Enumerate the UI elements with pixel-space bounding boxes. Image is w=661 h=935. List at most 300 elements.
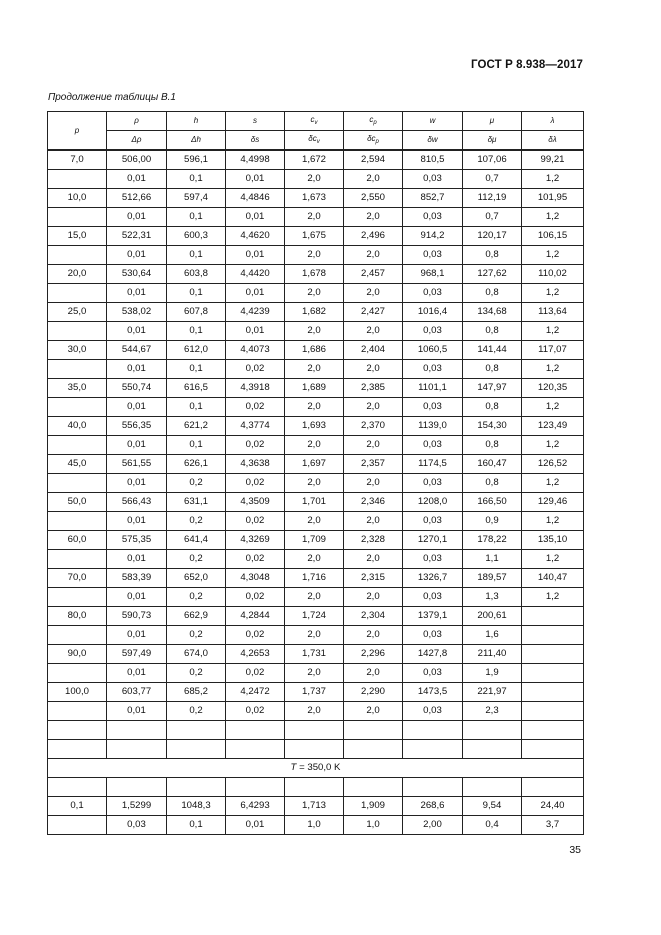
uncertainty-cell: 3,7: [522, 816, 584, 835]
uncertainty-cell: 2,0: [344, 436, 403, 455]
header-h: h: [167, 112, 226, 131]
value-cell: 1270,1: [403, 531, 463, 550]
table-row: [48, 341, 584, 360]
uncertainty-cell: 0,8: [463, 284, 522, 303]
value-cell: 1,724: [285, 607, 344, 626]
uncertainty-cell: 0,03: [403, 322, 463, 341]
value-cell: 2,346: [344, 493, 403, 512]
header-row-symbols: [48, 112, 584, 131]
pressure-cell-empty: [48, 702, 107, 721]
value-cell: 600,3: [167, 227, 226, 246]
empty-cell: [463, 721, 522, 740]
value-cell: 106,15: [522, 227, 584, 246]
value-cell: 4,3774: [226, 417, 285, 436]
header-delta-s: δs: [226, 131, 285, 151]
value-cell: 1326,7: [403, 569, 463, 588]
uncertainty-cell: 2,0: [285, 626, 344, 645]
value-cell: 1,909: [344, 797, 403, 816]
header-delta-h: Δh: [167, 131, 226, 151]
uncertainty-row: [48, 512, 584, 531]
value-cell: 4,4420: [226, 265, 285, 284]
value-cell: 1,701: [285, 493, 344, 512]
value-cell: 129,46: [522, 493, 584, 512]
header-delta-cv: $\delta c_v$: [285, 131, 344, 151]
uncertainty-cell: 1,2: [522, 398, 584, 417]
value-cell: 597,49: [107, 645, 167, 664]
uncertainty-cell: 2,0: [344, 512, 403, 531]
uncertainty-cell: 0,1: [167, 170, 226, 189]
uncertainty-cell: 2,0: [344, 550, 403, 569]
table-row: [48, 607, 584, 626]
value-cell: 178,22: [463, 531, 522, 550]
value-cell: 631,1: [167, 493, 226, 512]
pressure-cell-empty: [48, 550, 107, 569]
value-cell: 166,50: [463, 493, 522, 512]
uncertainty-cell: 0,03: [403, 360, 463, 379]
header-cv: $c_v$: [285, 112, 344, 131]
uncertainty-cell: 2,0: [344, 474, 403, 493]
header-p: p: [48, 112, 107, 151]
uncertainty-cell: 0,01: [107, 208, 167, 227]
value-cell: 2,370: [344, 417, 403, 436]
uncertainty-cell: 2,3: [463, 702, 522, 721]
header-lambda: λ: [522, 112, 584, 131]
value-cell: 4,3269: [226, 531, 285, 550]
uncertainty-cell: 0,02: [226, 436, 285, 455]
table-row: [48, 493, 584, 512]
uncertainty-cell: 2,0: [285, 284, 344, 303]
uncertainty-cell: 0,1: [167, 246, 226, 265]
uncertainty-cell: 0,8: [463, 322, 522, 341]
uncertainty-cell: 0,03: [403, 208, 463, 227]
uncertainty-cell: 2,0: [285, 208, 344, 227]
uncertainty-cell: 2,0: [285, 398, 344, 417]
uncertainty-cell: 2,0: [285, 702, 344, 721]
uncertainty-cell: 1,6: [463, 626, 522, 645]
value-cell: 662,9: [167, 607, 226, 626]
value-cell: 621,2: [167, 417, 226, 436]
value-cell: 550,74: [107, 379, 167, 398]
uncertainty-cell: 2,0: [344, 284, 403, 303]
pressure-cell-empty: [48, 208, 107, 227]
uncertainty-cell: 0,03: [403, 626, 463, 645]
value-cell: 120,17: [463, 227, 522, 246]
value-cell: 4,4846: [226, 189, 285, 208]
value-cell: 522,31: [107, 227, 167, 246]
uncertainty-row: [48, 284, 584, 303]
uncertainty-cell: 0,01: [107, 550, 167, 569]
empty-cell: [226, 778, 285, 797]
uncertainty-cell: 2,0: [285, 322, 344, 341]
empty-cell: [463, 778, 522, 797]
value-cell: 2,404: [344, 341, 403, 360]
value-cell: 123,49: [522, 417, 584, 436]
header-delta-w: δw: [403, 131, 463, 151]
pressure-cell: 20,0: [48, 265, 107, 284]
uncertainty-cell: 2,0: [285, 664, 344, 683]
value-cell: 1174,5: [403, 455, 463, 474]
uncertainty-row: [48, 360, 584, 379]
value-cell: 1,678: [285, 265, 344, 284]
uncertainty-cell: 2,0: [344, 322, 403, 341]
pressure-cell-empty: [48, 246, 107, 265]
value-cell: 1,737: [285, 683, 344, 702]
value-cell: 135,10: [522, 531, 584, 550]
value-cell: 2,385: [344, 379, 403, 398]
value-cell: 107,06: [463, 150, 522, 170]
empty-row: [48, 778, 584, 797]
uncertainty-cell: 0,03: [403, 512, 463, 531]
uncertainty-cell: 0,03: [107, 816, 167, 835]
uncertainty-cell: 0,01: [107, 170, 167, 189]
header-delta-rho: Δρ: [107, 131, 167, 151]
pressure-cell-empty: [48, 398, 107, 417]
uncertainty-cell: 0,01: [107, 322, 167, 341]
uncertainty-row: [48, 398, 584, 417]
uncertainty-cell: 0,2: [167, 474, 226, 493]
value-cell: 512,66: [107, 189, 167, 208]
uncertainty-cell: 1,1: [463, 550, 522, 569]
uncertainty-cell: 0,2: [167, 702, 226, 721]
uncertainty-cell: 1,2: [522, 246, 584, 265]
empty-cell: [344, 721, 403, 740]
table-row: [48, 569, 584, 588]
pressure-cell: 100,0: [48, 683, 107, 702]
header-s: s: [226, 112, 285, 131]
uncertainty-cell: [522, 664, 584, 683]
empty-cell: [48, 778, 107, 797]
uncertainty-row: [48, 208, 584, 227]
empty-cell: [522, 740, 584, 759]
empty-cell: [403, 740, 463, 759]
value-cell: 1,731: [285, 645, 344, 664]
uncertainty-cell: 0,2: [167, 512, 226, 531]
value-cell: 4,3638: [226, 455, 285, 474]
uncertainty-row: [48, 626, 584, 645]
uncertainty-cell: 2,0: [344, 588, 403, 607]
value-cell: 99,21: [522, 150, 584, 170]
uncertainty-cell: 0,03: [403, 170, 463, 189]
value-cell: 154,30: [463, 417, 522, 436]
uncertainty-row: [48, 246, 584, 265]
value-cell: 1,713: [285, 797, 344, 816]
pressure-cell: 50,0: [48, 493, 107, 512]
value-cell: 4,4998: [226, 150, 285, 170]
uncertainty-cell: 0,8: [463, 436, 522, 455]
uncertainty-cell: 2,0: [344, 170, 403, 189]
uncertainty-cell: [522, 626, 584, 645]
value-cell: 4,4239: [226, 303, 285, 322]
empty-cell: [285, 778, 344, 797]
value-cell: 2,296: [344, 645, 403, 664]
table-row: [48, 150, 584, 170]
value-cell: 2,304: [344, 607, 403, 626]
empty-cell: [226, 740, 285, 759]
value-cell: 4,2472: [226, 683, 285, 702]
value-cell: 530,64: [107, 265, 167, 284]
uncertainty-cell: 0,02: [226, 398, 285, 417]
uncertainty-row: [48, 588, 584, 607]
uncertainty-cell: 1,2: [522, 360, 584, 379]
pressure-cell: 90,0: [48, 645, 107, 664]
uncertainty-cell: 0,03: [403, 474, 463, 493]
value-cell: 4,3048: [226, 569, 285, 588]
header-delta-mu: δμ: [463, 131, 522, 151]
value-cell: 117,07: [522, 341, 584, 360]
value-cell: 160,47: [463, 455, 522, 474]
uncertainty-cell: 0,01: [107, 246, 167, 265]
value-cell: 603,77: [107, 683, 167, 702]
value-cell: 968,1: [403, 265, 463, 284]
value-cell: 1,673: [285, 189, 344, 208]
pressure-cell-empty: [48, 512, 107, 531]
value-cell: 810,5: [403, 150, 463, 170]
value-cell: 2,328: [344, 531, 403, 550]
uncertainty-cell: 0,01: [107, 398, 167, 417]
value-cell: 4,4620: [226, 227, 285, 246]
value-cell: 1016,4: [403, 303, 463, 322]
uncertainty-cell: 0,01: [226, 246, 285, 265]
uncertainty-cell: 0,03: [403, 436, 463, 455]
header-mu: μ: [463, 112, 522, 131]
value-cell: 603,8: [167, 265, 226, 284]
uncertainty-cell: 1,2: [522, 284, 584, 303]
empty-cell: [48, 721, 107, 740]
header-row-uncertainties: [48, 131, 584, 151]
empty-cell: [285, 721, 344, 740]
value-cell: 1,5299: [107, 797, 167, 816]
uncertainty-cell: 0,1: [167, 436, 226, 455]
table-row: [48, 417, 584, 436]
empty-cell: [403, 778, 463, 797]
value-cell: 126,52: [522, 455, 584, 474]
uncertainty-cell: 0,1: [167, 398, 226, 417]
value-cell: 120,35: [522, 379, 584, 398]
temperature-row: [48, 759, 584, 778]
empty-cell: [107, 778, 167, 797]
uncertainty-cell: 0,2: [167, 550, 226, 569]
uncertainty-cell: 1,3: [463, 588, 522, 607]
value-cell: 140,47: [522, 569, 584, 588]
value-cell: 914,2: [403, 227, 463, 246]
uncertainty-cell: 2,0: [344, 702, 403, 721]
uncertainty-cell: 0,03: [403, 664, 463, 683]
value-cell: 1048,3: [167, 797, 226, 816]
uncertainty-cell: 0,01: [107, 436, 167, 455]
table-row: [48, 455, 584, 474]
value-cell: 1427,8: [403, 645, 463, 664]
value-cell: 110,02: [522, 265, 584, 284]
value-cell: 1,675: [285, 227, 344, 246]
value-cell: 2,457: [344, 265, 403, 284]
uncertainty-cell: 1,0: [285, 816, 344, 835]
uncertainty-cell: [522, 702, 584, 721]
header-w: w: [403, 112, 463, 131]
uncertainty-cell: 0,03: [403, 246, 463, 265]
uncertainty-cell: 1,2: [522, 588, 584, 607]
value-cell: 626,1: [167, 455, 226, 474]
uncertainty-cell: 0,01: [107, 512, 167, 531]
value-cell: 134,68: [463, 303, 522, 322]
value-cell: 612,0: [167, 341, 226, 360]
value-cell: 607,8: [167, 303, 226, 322]
uncertainty-cell: 2,0: [285, 360, 344, 379]
value-cell: 852,7: [403, 189, 463, 208]
uncertainty-cell: 1,0: [344, 816, 403, 835]
uncertainty-cell: 0,01: [226, 284, 285, 303]
value-cell: 1,693: [285, 417, 344, 436]
table-row: [48, 645, 584, 664]
uncertainty-cell: 1,2: [522, 208, 584, 227]
value-cell: [522, 607, 584, 626]
empty-cell: [167, 740, 226, 759]
uncertainty-cell: 0,4: [463, 816, 522, 835]
pressure-cell: 40,0: [48, 417, 107, 436]
empty-row: [48, 740, 584, 759]
empty-cell: [522, 721, 584, 740]
uncertainty-cell: 0,7: [463, 208, 522, 227]
uncertainty-cell: 0,1: [167, 208, 226, 227]
pressure-cell: 35,0: [48, 379, 107, 398]
uncertainty-cell: 0,2: [167, 664, 226, 683]
uncertainty-cell: 0,02: [226, 664, 285, 683]
uncertainty-cell: 0,01: [107, 360, 167, 379]
empty-cell: [463, 740, 522, 759]
uncertainty-cell: 0,02: [226, 474, 285, 493]
uncertainty-row: [48, 702, 584, 721]
table-row: [48, 797, 584, 816]
pressure-cell-empty: [48, 626, 107, 645]
empty-cell: [403, 721, 463, 740]
uncertainty-cell: 0,1: [167, 322, 226, 341]
value-cell: 127,62: [463, 265, 522, 284]
uncertainty-cell: 2,0: [285, 170, 344, 189]
value-cell: 4,3918: [226, 379, 285, 398]
uncertainty-cell: 2,0: [285, 474, 344, 493]
value-cell: 2,550: [344, 189, 403, 208]
uncertainty-row: [48, 170, 584, 189]
pressure-cell: 45,0: [48, 455, 107, 474]
value-cell: 4,3509: [226, 493, 285, 512]
table-caption: Продолжение таблицы В.1: [48, 92, 176, 103]
uncertainty-cell: 0,9: [463, 512, 522, 531]
value-cell: 1060,5: [403, 341, 463, 360]
value-cell: 641,4: [167, 531, 226, 550]
uncertainty-cell: 0,2: [167, 588, 226, 607]
pressure-cell-empty: [48, 474, 107, 493]
pressure-cell: 25,0: [48, 303, 107, 322]
page-number: 35: [569, 844, 581, 856]
uncertainty-cell: 0,01: [226, 816, 285, 835]
uncertainty-cell: 0,02: [226, 702, 285, 721]
value-cell: 221,97: [463, 683, 522, 702]
value-cell: [522, 645, 584, 664]
value-cell: 112,19: [463, 189, 522, 208]
pressure-cell-empty: [48, 816, 107, 835]
uncertainty-cell: 2,0: [285, 436, 344, 455]
uncertainty-cell: 0,8: [463, 474, 522, 493]
value-cell: 1208,0: [403, 493, 463, 512]
uncertainty-cell: 0,01: [107, 664, 167, 683]
uncertainty-cell: 0,03: [403, 702, 463, 721]
uncertainty-cell: 0,03: [403, 588, 463, 607]
pressure-cell: 10,0: [48, 189, 107, 208]
uncertainty-row: [48, 474, 584, 493]
uncertainty-cell: 0,01: [107, 626, 167, 645]
empty-cell: [167, 778, 226, 797]
header-rho: ρ: [107, 112, 167, 131]
header-cp: $c_p$: [344, 112, 403, 131]
uncertainty-cell: 0,01: [226, 170, 285, 189]
pressure-cell: 30,0: [48, 341, 107, 360]
value-cell: 4,2653: [226, 645, 285, 664]
uncertainty-row: [48, 664, 584, 683]
uncertainty-cell: 0,03: [403, 550, 463, 569]
temperature-value: = 350,0 K: [296, 762, 341, 773]
value-cell: 189,57: [463, 569, 522, 588]
temperature-label: [48, 759, 584, 778]
value-cell: 2,496: [344, 227, 403, 246]
value-cell: 200,61: [463, 607, 522, 626]
empty-cell: [344, 778, 403, 797]
table-row: [48, 379, 584, 398]
uncertainty-row: [48, 816, 584, 835]
value-cell: 113,64: [522, 303, 584, 322]
uncertainty-cell: 0,02: [226, 360, 285, 379]
value-cell: 4,2844: [226, 607, 285, 626]
uncertainty-cell: 2,0: [344, 664, 403, 683]
empty-cell: [522, 778, 584, 797]
value-cell: 1,709: [285, 531, 344, 550]
uncertainty-cell: 1,2: [522, 474, 584, 493]
value-cell: 575,35: [107, 531, 167, 550]
value-cell: 596,1: [167, 150, 226, 170]
pressure-cell-empty: [48, 664, 107, 683]
empty-cell: [285, 740, 344, 759]
value-cell: 2,357: [344, 455, 403, 474]
uncertainty-cell: 1,2: [522, 170, 584, 189]
value-cell: 24,40: [522, 797, 584, 816]
pressure-cell-empty: [48, 322, 107, 341]
pressure-cell: 15,0: [48, 227, 107, 246]
value-cell: 506,00: [107, 150, 167, 170]
value-cell: 616,5: [167, 379, 226, 398]
pressure-cell-empty: [48, 170, 107, 189]
value-cell: 1139,0: [403, 417, 463, 436]
value-cell: 1,686: [285, 341, 344, 360]
uncertainty-cell: 2,0: [344, 626, 403, 645]
value-cell: 1101,1: [403, 379, 463, 398]
uncertainty-cell: 2,0: [285, 588, 344, 607]
uncertainty-cell: 0,1: [167, 360, 226, 379]
empty-cell: [48, 740, 107, 759]
value-cell: 6,4293: [226, 797, 285, 816]
value-cell: 685,2: [167, 683, 226, 702]
value-cell: 561,55: [107, 455, 167, 474]
uncertainty-cell: 0,01: [107, 588, 167, 607]
value-cell: 9,54: [463, 797, 522, 816]
value-cell: 211,40: [463, 645, 522, 664]
table-row: [48, 265, 584, 284]
value-cell: 2,290: [344, 683, 403, 702]
uncertainty-row: [48, 322, 584, 341]
value-cell: 147,97: [463, 379, 522, 398]
value-cell: 1,672: [285, 150, 344, 170]
uncertainty-row: [48, 436, 584, 455]
uncertainty-cell: 0,01: [226, 208, 285, 227]
header-delta-cp: $\delta c_p$: [344, 131, 403, 151]
pressure-cell-empty: [48, 436, 107, 455]
